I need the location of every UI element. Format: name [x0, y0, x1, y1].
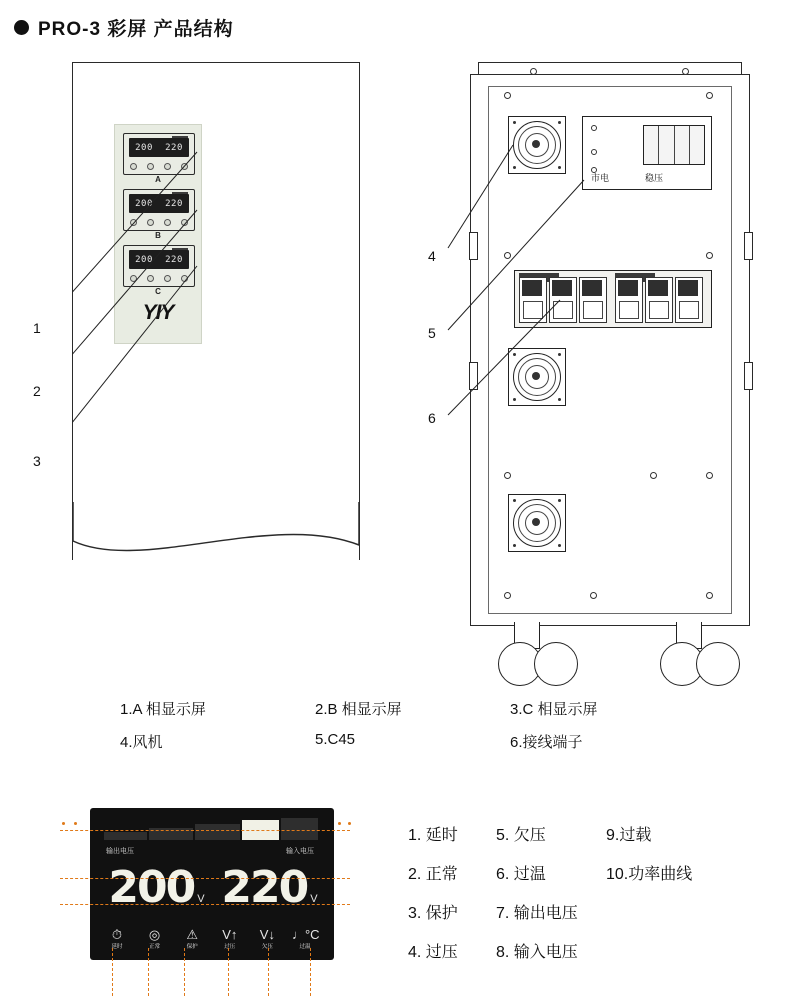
side-tab-left-2: [469, 362, 478, 390]
meter-a-right-value: 220: [165, 142, 183, 153]
lcd-legend-9: 9.过载: [606, 827, 652, 844]
structure-legend: [120, 698, 740, 764]
meter-a-label: A: [155, 175, 161, 184]
fan-bottom: [508, 494, 566, 552]
lcd-legend-8: 8. 输入电压: [496, 944, 578, 961]
side-tab-left-1: [469, 232, 478, 260]
lcd-output-unit: V: [197, 893, 205, 905]
guide-line-top: [60, 830, 350, 831]
lcd-input-unit: V: [310, 893, 318, 905]
legend-row: [408, 939, 788, 962]
callout-6: 6: [428, 410, 436, 426]
page-title: [14, 14, 234, 41]
lcd-legend-3: 3. 保护: [408, 905, 458, 922]
c45-breaker-box: [582, 116, 712, 190]
guide-line-icon-4: [228, 948, 229, 996]
fan-middle: [508, 348, 566, 406]
legend-item-2: 2.B 相显示屏: [315, 701, 402, 718]
side-tab-right-2: [744, 362, 753, 390]
power-curve-bargraph: [104, 818, 318, 840]
meter-a-left-value: 200: [135, 142, 153, 153]
lcd-input-label: 输入电压: [286, 848, 314, 855]
callout-3: 3: [33, 453, 41, 469]
lcd-legend-6: 6. 过温: [496, 866, 546, 883]
guide-line-values: [60, 904, 350, 905]
lcd-legend-blank-1: [606, 900, 746, 923]
meter-b-label: B: [155, 231, 161, 240]
lcd-legend-10: 10.功率曲线: [606, 866, 693, 883]
guide-line-icon-6: [310, 948, 311, 996]
legend-item-5: 5.C45: [315, 731, 356, 748]
brand-logo: YIY: [142, 301, 174, 324]
meter-b-left-value: 200: [135, 198, 153, 209]
guide-line-icon-5: [268, 948, 269, 996]
c45-breaker-group: [643, 125, 705, 165]
lcd-output-label: 输出电压: [106, 848, 134, 855]
guide-line-icon-1: [112, 948, 113, 996]
lcd-legend-7: 7. 输出电压: [496, 905, 578, 922]
lcd-panel-figure: [60, 808, 350, 978]
legend-row: [408, 900, 788, 923]
meter-c-left-value: 200: [135, 254, 153, 265]
switchbox-left-label: 市电: [591, 173, 610, 183]
guide-line-icon-3: [184, 948, 185, 996]
lcd-legend-1: 1. 延时: [408, 827, 458, 844]
guide-line-mid: [60, 878, 350, 879]
legend-row: [120, 698, 740, 719]
page-title-text: PRO-3 彩屏 产品结构: [38, 19, 234, 40]
overtemp-icon: ♩°C 过温: [291, 927, 320, 950]
lcd-legend-4: 4. 过压: [408, 944, 458, 961]
lcd-legend-2: 2. 正常: [408, 866, 458, 883]
side-tab-right-1: [744, 232, 753, 260]
normal-icon: ◎ 正常: [148, 927, 161, 950]
legend-item-3: 3.C 相显示屏: [510, 701, 598, 718]
legend-item-4: 4.风机: [120, 734, 163, 751]
callout-2: 2: [33, 383, 41, 399]
legend-row: [120, 731, 740, 752]
bullet-icon: [14, 20, 29, 35]
meter-c-right-value: 220: [165, 254, 183, 265]
wiring-terminal-block: [514, 270, 712, 328]
rear-view: [470, 62, 770, 682]
lcd-values: [100, 854, 326, 913]
front-view: [72, 62, 362, 562]
switchbox-right-label: 稳压: [645, 173, 664, 183]
lcd-legend-blank-2: [606, 939, 746, 962]
lcd-status-icon-row: [104, 920, 318, 950]
lcd-legend-5: 5. 欠压: [496, 827, 546, 844]
callout-1: 1: [33, 320, 41, 336]
overvoltage-icon: V↑ 过压: [222, 927, 238, 950]
meter-c-label: C: [155, 287, 161, 296]
delay-icon: ⏱ 延时: [111, 927, 123, 950]
undervoltage-icon: V↓ 欠压: [259, 927, 275, 950]
lcd-output-value: 200: [108, 862, 195, 913]
callout-5: 5: [428, 325, 436, 341]
front-leader-lines: [72, 62, 362, 562]
protect-icon: ⚠ 保护: [186, 927, 199, 950]
fan-top: [508, 116, 566, 174]
legend-row: [408, 861, 788, 884]
lcd-input-value: 220: [221, 862, 308, 913]
meter-b-right-value: 220: [165, 198, 183, 209]
legend-row: [408, 822, 788, 845]
lcd-legend: [408, 822, 788, 978]
legend-item-6: 6.接线端子: [510, 734, 583, 751]
legend-item-1: 1.A 相显示屏: [120, 701, 206, 718]
guide-line-icon-2: [148, 948, 149, 996]
callout-4: 4: [428, 248, 436, 264]
